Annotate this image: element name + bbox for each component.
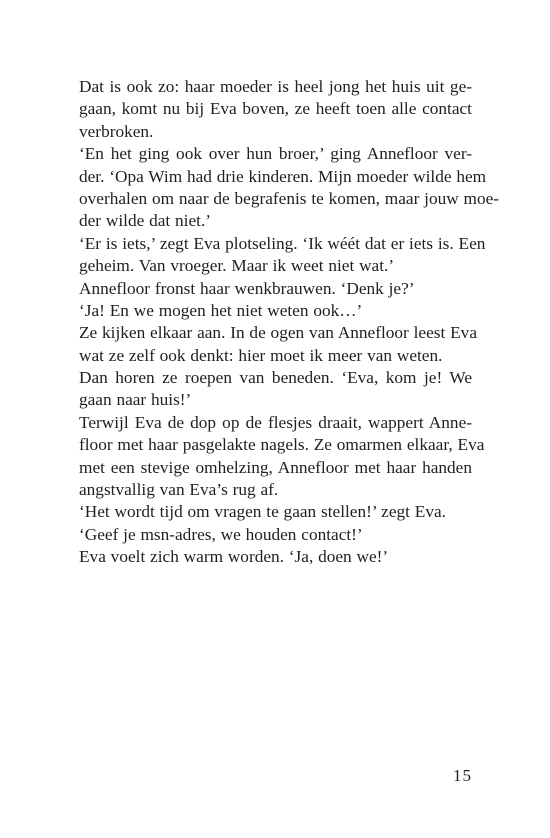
body-text [79, 76, 500, 569]
text-line: angstvallig van Eva’s rug af. [79, 480, 279, 500]
text-line: Dat is ook zo: haar moeder is heel jong het huis uit ge- [79, 77, 472, 96]
text-line: wat ze zelf ook denkt: hier moet ik meer van weten. [79, 345, 443, 365]
text-line: der wilde dat niet.’ [79, 211, 212, 231]
text-line: Ze kijken elkaar aan. In de ogen van Annefloor leest Eva [79, 323, 477, 343]
text-line: floor met haar pasgelakte nagels. Ze omarmen elkaar, Eva [79, 435, 485, 455]
text-line: geheim. Van vroeger. Maar ik weet niet wat.’ [79, 256, 395, 276]
text-line: ‘En het ging ook over hun broer,’ ging Annefloor ver- [79, 144, 472, 164]
text-line: overhalen om naar de begrafenis te komen, maar jouw moe- [79, 188, 500, 208]
text-line: ‘Ja! En we mogen het niet weten ook…’ [79, 300, 363, 320]
text-line: ‘Er is iets,’ zegt Eva plotseling. ‘Ik wéét dat er iets is. Een [79, 233, 486, 253]
text-line: Eva voelt zich warm worden. ‘Ja, doen we!’ [79, 547, 389, 567]
text-line: ‘Het wordt tijd om vragen te gaan stellen!’ zegt Eva. [79, 502, 446, 522]
text-line: der. ‘Opa Wim had drie kinderen. Mijn moeder wilde hem [79, 166, 487, 186]
text-line: Terwijl Eva de dop op de flesjes draait, wappert Anne- [79, 412, 472, 432]
text-line: gaan, komt nu bij Eva boven, ze heeft toen alle contact [79, 99, 472, 119]
text-line: Annefloor fronst haar wenkbrauwen. ‘Denk je?’ [79, 278, 415, 298]
text-line: Dan horen ze roepen van beneden. ‘Eva, kom je! We [79, 368, 472, 388]
text-line: met een stevige omhelzing, Annefloor met haar handen [79, 457, 472, 477]
page-number: 15 [453, 766, 472, 785]
text-line: gaan naar huis!’ [79, 390, 192, 410]
text-line: ‘Geef je msn-adres, we houden contact!’ [79, 524, 363, 544]
text-line: verbroken. [79, 121, 154, 141]
